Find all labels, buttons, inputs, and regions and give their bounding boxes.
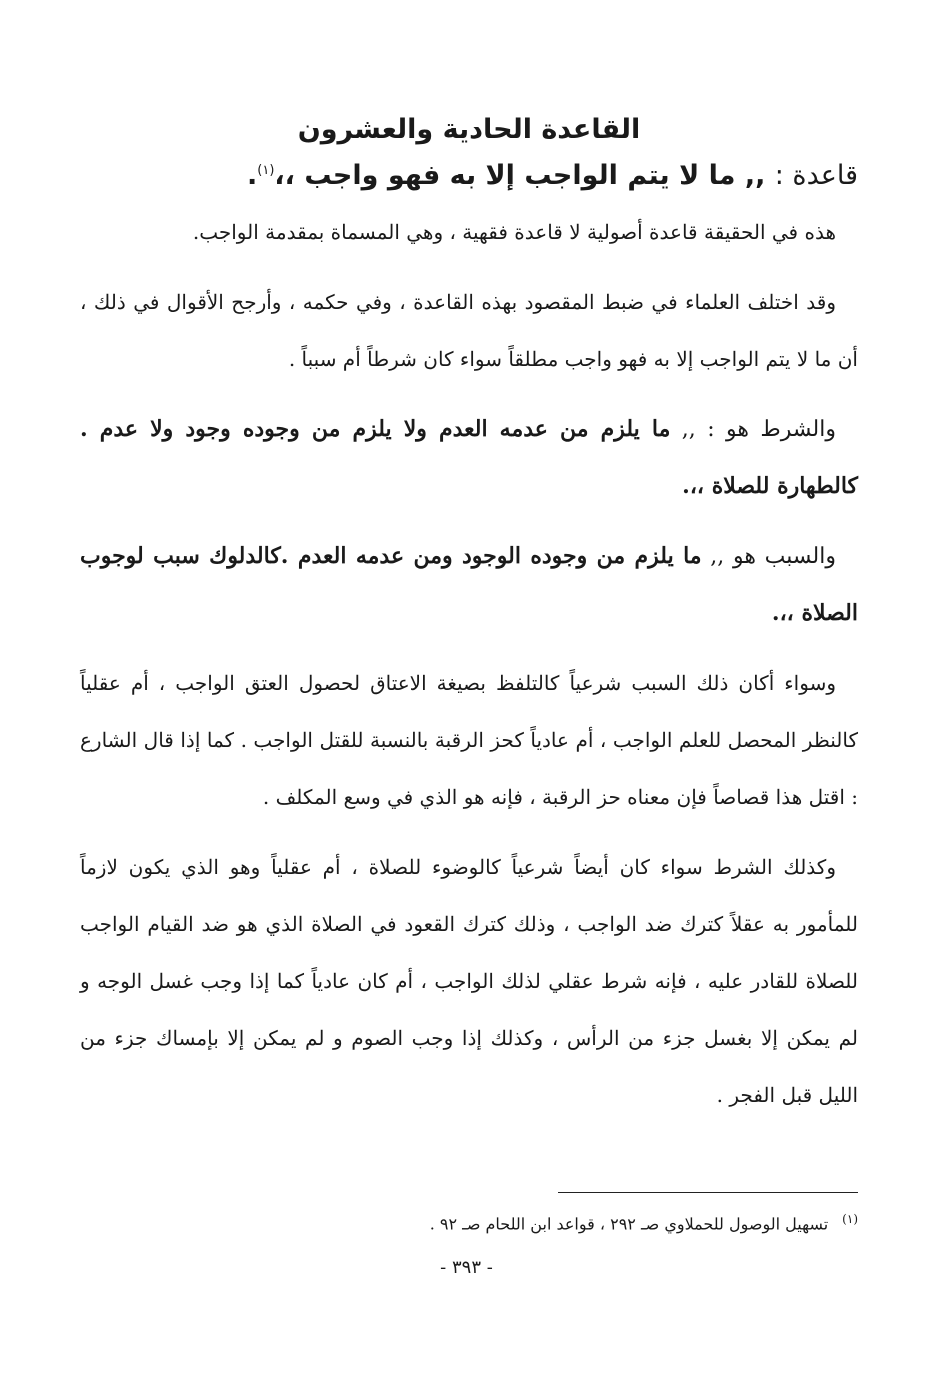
paragraph-intro: هذه في الحقيقة قاعدة أصولية لا قاعدة فقهية ، وهي المسماة بمقدمة الواجب. — [192, 220, 836, 244]
condition-definition: ما يلزم من عدمه العدم ولا يلزم من وجوده وجود ولا عدم . كالطهارة للصلاة ،،. — [80, 416, 858, 499]
rule-end: . — [247, 160, 258, 191]
footnote-divider — [558, 1192, 858, 1193]
page-body — [80, 108, 858, 1137]
chapter-title: القاعدة الحادية والعشرون — [297, 114, 641, 145]
rule-label: قاعدة : — [774, 160, 858, 191]
rule-heading — [80, 152, 858, 200]
condition-intro: والشرط هو : ,, — [681, 417, 836, 442]
rule-footnote-ref[interactable]: (١) — [257, 163, 275, 178]
paragraph-cause-types: وسواء أكان ذلك السبب شرعياً كالتلفظ بصيغة الاعتاق لحصول العتق الواجب ، أم عقلياً كالنظر المحصل للعلم الواجب ، أم عادياً كحز الرقبة بالنسبة للقتل الواجب . كما إذا قال الشارع : اقتل هذا قصاصاً فإن معناه حز الرقبة ، فإنه هو الذي في وسع المكلف . — [80, 671, 858, 809]
cause-definition: ما يلزم من وجوده الوجود ومن عدمه العدم .كالدلوك سبب لوجوب الصلاة ،،. — [80, 543, 858, 626]
paragraph-cause-definition — [80, 528, 858, 642]
footnote-text: تسهيل الوصول للحملاوي صـ ٢٩٢ ، قواعد ابن اللحام صـ ٩٢ . — [429, 1214, 829, 1234]
page-number: - ٣٩٣ - — [440, 1257, 493, 1278]
paragraph-condition-definition — [80, 401, 858, 515]
rule-text: ,, ما لا يتم الواجب إلا به فهو واجب ،، — [274, 160, 766, 191]
footnote — [80, 1205, 858, 1238]
paragraph-condition-types: وكذلك الشرط سواء كان أيضاً شرعياً كالوضوء للصلاة ، أم عقلياً وهو الذي يكون لازماً للمأمور به عقلاً كترك ضد الواجب ، وذلك كترك القعود في الصلاة الذي هو ضد القيام الواجب للصلاة للقادر عليه ، فإنه شرط عقلي لذلك الواجب ، أم كان عادياً كما إذا وجب غسل الوجه و لم يمكن إلا بغسل جزء من الرأس ، وكذلك إذا وجب الصوم و لم يمكن إلا بإمساك جزء من الليل قبل الفجر . — [80, 855, 858, 1107]
footnote-mark: (١) — [842, 1212, 858, 1226]
cause-intro: والسبب هو ,, — [710, 544, 836, 569]
paragraph-opinions: وقد اختلف العلماء في ضبط المقصود بهذه القاعدة ، وفي حكمه ، وأرجح الأقوال في ذلك ، أن ما لا يتم الواجب إلا به فهو واجب مطلقاً سواء كان شرطاً أم سبباً . — [80, 290, 858, 371]
